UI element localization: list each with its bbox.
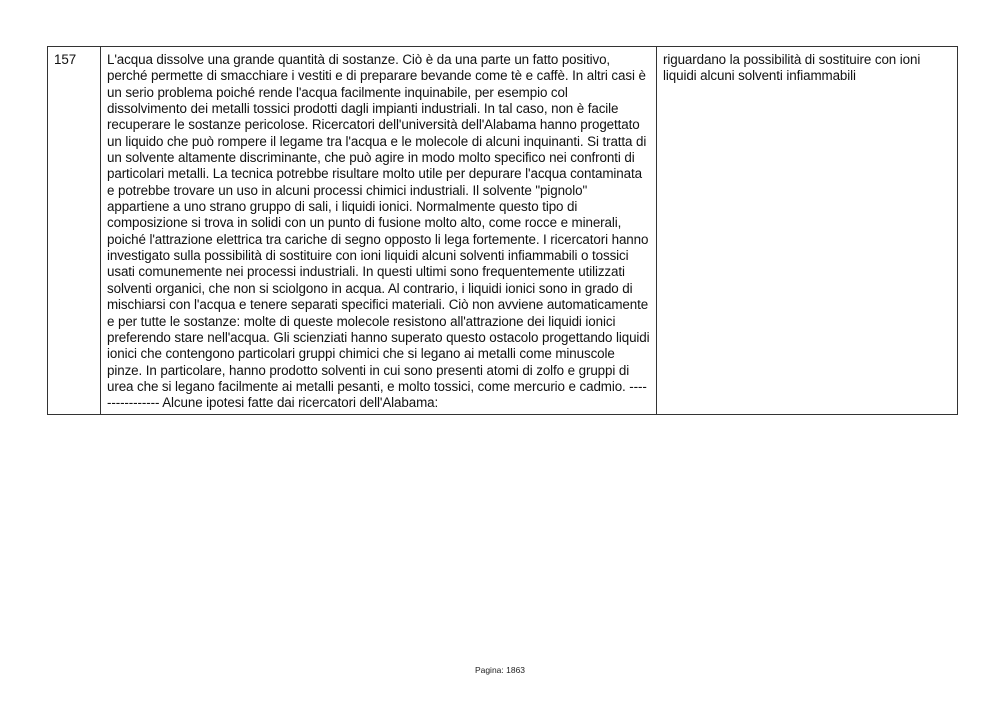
question-number: 157 — [48, 47, 101, 415]
question-answer: riguardano la possibilità di sostituire con ioni liquidi alcuni solventi infiammabili — [657, 47, 958, 415]
question-text: L'acqua dissolve una grande quantità di sostanze. Ciò è da una parte un fatto positivo, perché permette di smacchiare i vestiti e di preparare bevande come tè e caffè. In altri casi è un serio problema poiché rende l'acqua facilmente inquinabile, per esempio col dissolvimento dei metalli tossici prodotti dagli impianti industriali. In tal caso, non è facile recuperare le sostanze pericolose. Ricercatori dell'università dell'Alabama hanno progettato un liquido che può rompere il legame tra l'acqua e le molecole di alcuni inquinanti. Si tratta di un solvente altamente discriminante, che può agire in modo molto specifico nei confronti di particolari metalli. La tecnica potrebbe risultare molto utile per depurare l'acqua contaminata e potrebbe trovare un uso in alcuni processi chimici industriali. Il solvente "pignolo" appartiene a uno strano gruppo di sali, i liquidi ionici. Normalmente questo tipo di composizione si trova in solidi con un punto di fusione molto alto, come rocce e minerali, poiché l'attrazione elettrica tra cariche di segno opposto li lega fortemente. I ricercatori hanno investigato sulla possibilità di sostituire con ioni liquidi alcuni solventi infiammabili o tossici usati comunemente nei processi industriali. In questi ultimi sono frequentemente utilizzati solventi organici, che non si sciolgono in acqua. Al contrario, i liquidi ionici sono in grado di mischiarsi con l'acqua e tenere separati specifici materiali. Ciò non avviene automaticamente e per tutte le sostanze: molte di queste molecole resistono all'attrazione dei liquidi ionici preferendo stare nell'acqua. Gli scienziati hanno superato questo ostacolo progettando liquidi ionici che contengono particolari gruppi chimici che si legano ai metalli come minuscole pinze. In particolare, hanno prodotto solventi in cui sono presenti atomi di zolfo e gruppi di urea che si legano facilmente ai metalli pesanti, e molto tossici, come mercurio e cadmio. ---------------- Alcune ipotesi fatte dai ricercatori dell'Alabama: — [101, 47, 657, 415]
question-row — [48, 47, 958, 415]
page-number: Pagina: 1863 — [474, 665, 526, 675]
question-table — [47, 46, 958, 415]
